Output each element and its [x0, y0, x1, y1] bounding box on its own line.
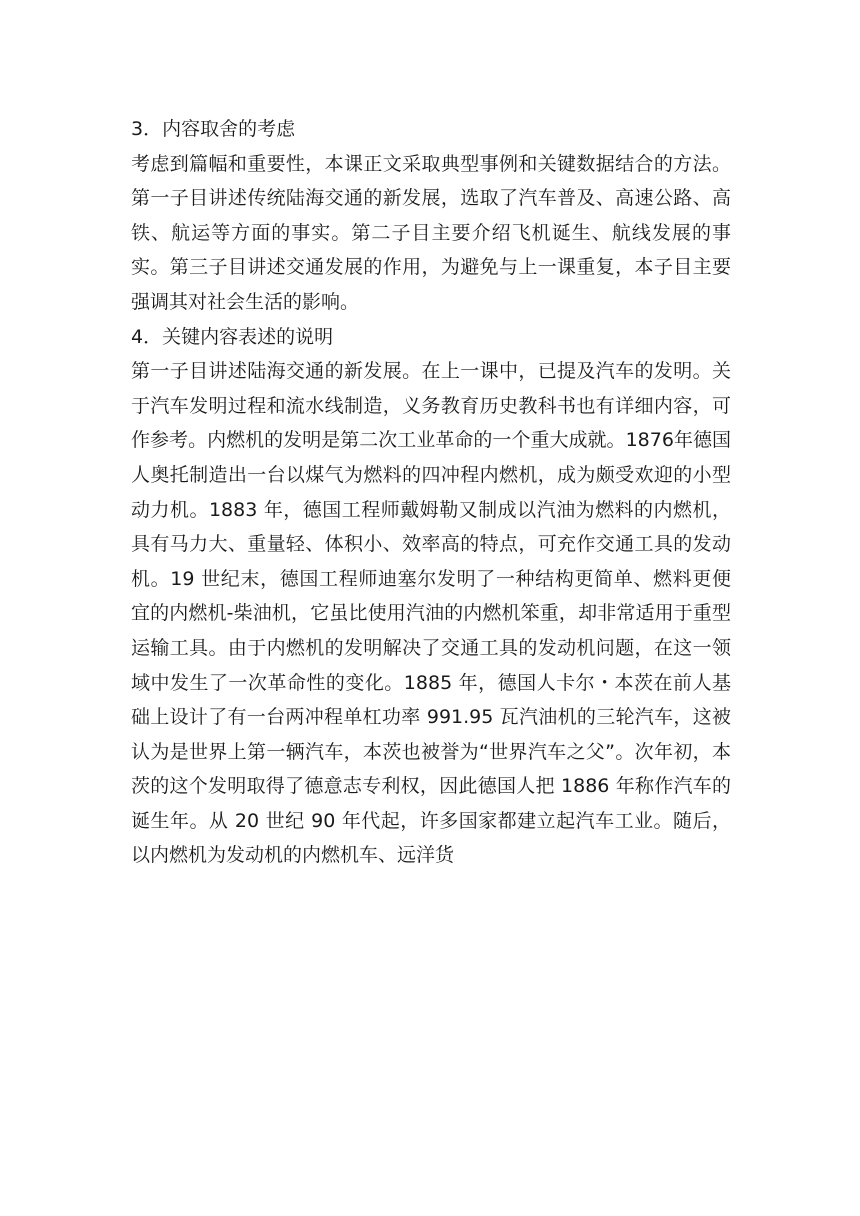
document-body: [131, 112, 731, 873]
section-paragraph-key-content: 第一子目讲述陆海交通的新发展。在上一课中，已提及汽车的发明。关于汽车发明过程和流水线制造，义务教育历史教科书也有详细内容，可作参考。内燃机的发明是第二次工业革命的一个重大成就。1876年德国人奥托制造出一台以煤气为燃料的四冲程内燃机，成为颇受欢迎的小型动力机。1883 年，德国工程师戴姆勒又制成以汽油为燃料的内燃机，具有马力大、重量轻、体积小、效率高的特点，可充作交通工具的发动机。19 世纪末，德国工程师迪塞尔发明了一种结构更简单、燃料更便宜的内燃机-柴油机，它虽比使用汽油的内燃机笨重，却非常适用于重型运输工具。由于内燃机的发明解决了交通工具的发动机问题，在这一领域中发生了一次革命性的变化。1885 年，德国人卡尔・本茨在前人基础上设计了有一台两冲程单杠功率 991.95 瓦汽油机的三轮汽车，这被认为是世界上第一辆汽车，本茨也被誉为“世界汽车之父”。次年初，本茨的这个发明取得了德意志专利权，因此德国人把 1886 年称作汽车的诞生年。从 20 世纪 90 年代起，许多国家都建立起汽车工业。随后，以内燃机为发动机的内燃机车、远洋货: [131, 360, 731, 867]
section-heading-content-selection: 3．内容取舍的考虑: [131, 118, 296, 140]
section-paragraph-content-selection: 考虑到篇幅和重要性，本课正文采取典型事例和关键数据结合的方法。第一子目讲述传统陆海交通的新发展，选取了汽车普及、高速公路、高铁、航运等方面的事实。第二子目主要介绍飞机诞生、航线发展的事实。第三子目讲述交通发展的作用，为避免与上一课重复，本子目主要强调其对社会生活的影响。: [131, 152, 731, 313]
section-heading-key-content: 4．关键内容表述的说明: [131, 325, 334, 348]
